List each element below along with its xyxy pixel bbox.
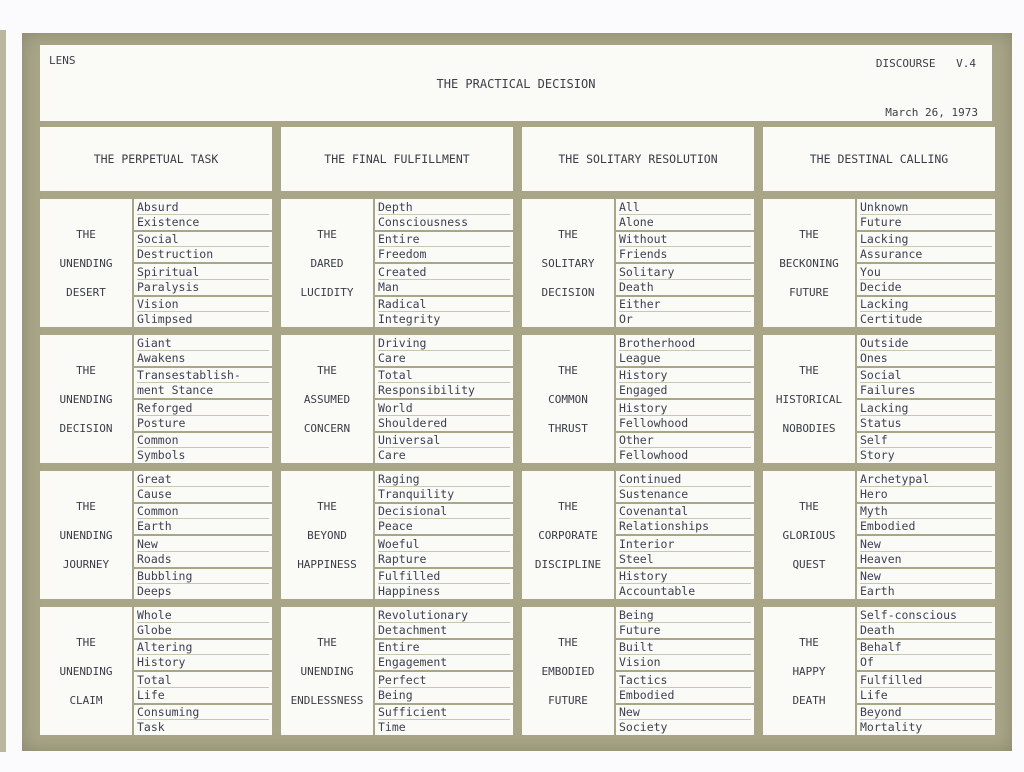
concept-block (40, 607, 272, 735)
list-item (134, 232, 272, 263)
list-item-line: Total (378, 368, 413, 383)
block-title-word: ENDLESSNESS (290, 693, 364, 707)
list-item-line: You (860, 264, 881, 279)
list-item-line: Friends (619, 246, 751, 261)
list-item-line: Brotherhood (619, 335, 696, 350)
list-item (375, 297, 513, 328)
list-item-line: Solitary (619, 264, 675, 279)
block-title-word: UNENDING (59, 528, 113, 542)
list-item (134, 335, 272, 366)
item-list (616, 199, 754, 327)
list-item (375, 368, 513, 399)
item-list (375, 199, 513, 327)
list-item (616, 607, 754, 638)
list-item (375, 705, 513, 736)
list-item (134, 569, 272, 600)
block-title (281, 335, 373, 463)
list-item-line: Care (378, 350, 510, 365)
list-item (375, 569, 513, 600)
block-title (763, 607, 855, 735)
block-title-word: UNENDING (59, 256, 113, 270)
list-item-line: Destruction (137, 246, 269, 261)
discourse-label: DISCOURSE V.4 (875, 57, 976, 70)
block-title (522, 607, 614, 735)
list-item-line: Fellowhood (619, 447, 751, 462)
block-title (40, 471, 132, 599)
block-title-word: CLAIM (69, 693, 103, 707)
block-title (522, 471, 614, 599)
list-item-line: Spiritual (137, 264, 200, 279)
list-item-line: Existence (137, 214, 269, 229)
block-title-word: UNENDING (59, 664, 113, 678)
list-item-line: Time (378, 719, 510, 734)
list-item (375, 335, 513, 366)
document-date: March 26, 1973 (885, 106, 978, 119)
list-item (375, 471, 513, 502)
list-item-line: Common (137, 433, 179, 448)
item-list (857, 607, 995, 735)
block-title (40, 335, 132, 463)
list-item-line: Rapture (378, 551, 510, 566)
item-list (616, 335, 754, 463)
block-title (281, 607, 373, 735)
lens-label: LENS (49, 54, 76, 67)
block-title-word: BECKONING (779, 256, 839, 270)
list-item-line: Life (137, 687, 269, 702)
list-item-line: Covenantal (619, 504, 689, 519)
list-item-line: Vision (137, 297, 179, 312)
list-item-line: Society (619, 719, 751, 734)
list-item-line: New (137, 536, 158, 551)
list-item-line: Beyond (860, 705, 902, 720)
list-item (616, 433, 754, 464)
list-item-line: Unknown (860, 199, 909, 214)
list-item-line: Mortality (860, 719, 992, 734)
list-item-line: Relationships (619, 518, 751, 533)
document-header (40, 45, 992, 121)
list-item (134, 471, 272, 502)
list-item-line: Earth (137, 518, 269, 533)
list-item-line: Whole (137, 607, 172, 622)
column-heading: THE DESTINAL CALLING (763, 127, 995, 191)
block-title (522, 335, 614, 463)
block-title-word: LUCIDITY (300, 285, 354, 299)
block-title-word: QUEST (792, 557, 826, 571)
list-item-line: Tactics (619, 672, 668, 687)
concept-block (281, 471, 513, 599)
list-item-line: Or (619, 311, 751, 326)
list-item-line: Driving (378, 335, 427, 350)
list-item-line: Self-conscious (860, 607, 957, 622)
list-item-line: Future (860, 214, 992, 229)
list-item-line: Globe (137, 622, 269, 637)
list-item (857, 199, 995, 230)
list-item-line: New (860, 569, 881, 584)
adjacent-page-edge (0, 30, 6, 752)
list-item (616, 264, 754, 295)
list-item-line: Self (860, 433, 888, 448)
list-item (134, 640, 272, 671)
block-title-word: JOURNEY (62, 557, 110, 571)
block-title-word: UNENDING (59, 392, 113, 406)
list-item-line: Built (619, 640, 654, 655)
list-item-line: Entire (378, 232, 420, 247)
list-item (616, 400, 754, 431)
list-item (375, 672, 513, 703)
block-title (522, 199, 614, 327)
page-title: THE PRACTICAL DECISION (436, 77, 596, 91)
item-list (857, 199, 995, 327)
block-title-word: EMBODIED (541, 664, 595, 678)
block-title (40, 199, 132, 327)
concept-block (281, 335, 513, 463)
list-item-line: Radical (378, 297, 427, 312)
list-item-line: Revolutionary (378, 607, 469, 622)
list-item-line: Without (619, 232, 668, 247)
block-title (763, 199, 855, 327)
list-item-line: Heaven (860, 551, 992, 566)
list-item-line: Bubbling (137, 569, 193, 584)
list-item-line: Total (137, 672, 172, 687)
list-item-line: Steel (619, 551, 751, 566)
list-item (134, 264, 272, 295)
list-item-line: Sufficient (378, 705, 448, 720)
list-item-line: Lacking (860, 400, 909, 415)
list-item-line: Woeful (378, 536, 420, 551)
list-item-line: History (619, 569, 668, 584)
concept-block (281, 607, 513, 735)
block-title (763, 335, 855, 463)
list-item-line: Fulfilled (860, 672, 923, 687)
block-title-word: FUTURE (548, 693, 588, 707)
list-item-line: Status (860, 415, 992, 430)
list-item-line: Altering (137, 640, 193, 655)
list-item-line: Being (378, 687, 510, 702)
item-list (375, 335, 513, 463)
block-title-word: FUTURE (789, 285, 829, 299)
list-item-line: Story (860, 447, 992, 462)
item-list (134, 335, 272, 463)
list-item (616, 640, 754, 671)
list-item-line: New (619, 705, 640, 720)
list-item (616, 335, 754, 366)
block-title-word: THE (76, 227, 96, 241)
block-title (281, 471, 373, 599)
list-item (134, 297, 272, 328)
list-item-line: Decide (860, 279, 992, 294)
list-item (375, 536, 513, 567)
block-title-word: NOBODIES (782, 421, 836, 435)
list-item-line: World (378, 400, 413, 415)
list-item-line: Symbols (137, 447, 269, 462)
list-item (375, 232, 513, 263)
list-item (616, 471, 754, 502)
column-heading: THE PERPETUAL TASK (40, 127, 272, 191)
list-item-line: Engagement (378, 654, 510, 669)
block-title-word: THE (799, 363, 819, 377)
list-item (134, 607, 272, 638)
item-list (375, 607, 513, 735)
block-title-word: CONCERN (303, 421, 351, 435)
list-item-line: Entire (378, 640, 420, 655)
list-item (857, 672, 995, 703)
list-item-line: Absurd (137, 199, 179, 214)
list-item-line: Consuming (137, 705, 200, 720)
list-item (857, 368, 995, 399)
list-item (616, 504, 754, 535)
list-item-line: Perfect (378, 672, 427, 687)
list-item (134, 199, 272, 230)
item-list (134, 607, 272, 735)
list-item (375, 640, 513, 671)
block-title-word: THE (558, 227, 578, 241)
list-item-line: Transestablish- (137, 368, 241, 383)
list-item-line: Created (378, 264, 427, 279)
block-title-word: THE (76, 499, 96, 513)
list-item-line: Being (619, 607, 654, 622)
list-item (616, 705, 754, 736)
list-item (616, 672, 754, 703)
item-list (134, 471, 272, 599)
list-item-line: Freedom (378, 246, 510, 261)
item-list (857, 471, 995, 599)
list-item (134, 400, 272, 431)
block-title-word: THE (799, 499, 819, 513)
block-title-word: THE (76, 363, 96, 377)
block-title (40, 607, 132, 735)
list-item (616, 569, 754, 600)
list-item-line: Reforged (137, 400, 193, 415)
list-item (857, 640, 995, 671)
list-item (857, 232, 995, 263)
block-title-word: THE (317, 635, 337, 649)
list-item (857, 335, 995, 366)
list-item-line: Failures (860, 382, 992, 397)
block-title-word: DISCIPLINE (534, 557, 602, 571)
list-item-line: Consciousness (378, 214, 510, 229)
block-title-word: DEATH (792, 693, 826, 707)
concept-block (522, 607, 754, 735)
block-title-word: THE (558, 499, 578, 513)
list-item-line: Social (860, 368, 902, 383)
list-item-line: Fellowhood (619, 415, 751, 430)
list-item-line: Detachment (378, 622, 510, 637)
list-item-line: Death (619, 279, 751, 294)
concept-block (522, 335, 754, 463)
list-item (134, 368, 272, 399)
list-item-line: Paralysis (137, 279, 269, 294)
list-item-line: Decisional (378, 504, 448, 519)
block-title-word: DECISION (59, 421, 113, 435)
list-item (375, 400, 513, 431)
item-list (616, 607, 754, 735)
list-item-line: Life (860, 687, 992, 702)
list-item-line: Raging (378, 471, 420, 486)
list-item-line: Lacking (860, 232, 909, 247)
block-title-word: UNENDING (300, 664, 354, 678)
concept-block (763, 607, 995, 735)
block-title-word: HISTORICAL (775, 392, 843, 406)
concept-block (763, 199, 995, 327)
list-item-line: Vision (619, 654, 751, 669)
list-item (857, 264, 995, 295)
list-item-line: Embodied (860, 518, 992, 533)
list-item-line: Archetypal (860, 471, 930, 486)
block-title-word: DECISION (541, 285, 595, 299)
item-list (375, 471, 513, 599)
block-title-word: BEYOND (307, 528, 347, 542)
list-item (375, 199, 513, 230)
list-item-line: Embodied (619, 687, 751, 702)
list-item-line: Cause (137, 486, 269, 501)
list-item-line: Lacking (860, 297, 909, 312)
list-item (857, 471, 995, 502)
list-item-line: Common (137, 504, 179, 519)
list-item-line: Tranquility (378, 486, 510, 501)
list-item-line: Great (137, 471, 172, 486)
list-item-line: Alone (619, 214, 751, 229)
block-title-word: THE (799, 227, 819, 241)
concept-block (763, 335, 995, 463)
list-item-line: Hero (860, 486, 992, 501)
concept-block (40, 471, 272, 599)
block-title-word: THE (76, 635, 96, 649)
list-item-line: Peace (378, 518, 510, 533)
block-title-word: GLORIOUS (782, 528, 836, 542)
block-title (281, 199, 373, 327)
list-item (857, 297, 995, 328)
concept-block (40, 335, 272, 463)
concept-block (40, 199, 272, 327)
block-title-word: DARED (310, 256, 344, 270)
list-item (616, 297, 754, 328)
document-sheet (22, 33, 1012, 751)
block-title-word: THE (799, 635, 819, 649)
block-title-word: THE (317, 363, 337, 377)
list-item-line: Earth (860, 583, 992, 598)
list-item-line: Fulfilled (378, 569, 441, 584)
list-item (134, 536, 272, 567)
list-item-line: Myth (860, 504, 888, 519)
list-item-line: Continued (619, 471, 682, 486)
list-item-line: New (860, 536, 881, 551)
list-item (616, 368, 754, 399)
list-item-line: Ones (860, 350, 992, 365)
list-item-line: League (619, 350, 751, 365)
list-item (857, 607, 995, 638)
list-item (375, 504, 513, 535)
block-title-word: CORPORATE (538, 528, 598, 542)
block-title-word: SOLITARY (541, 256, 595, 270)
list-item (616, 232, 754, 263)
list-item-line: Roads (137, 551, 269, 566)
list-item-line: Future (619, 622, 751, 637)
block-title-word: THE (558, 363, 578, 377)
list-item (134, 504, 272, 535)
list-item-line: Awakens (137, 350, 269, 365)
concept-block (763, 471, 995, 599)
concept-block (522, 199, 754, 327)
list-item-line: History (137, 654, 269, 669)
list-item-line: Happiness (378, 583, 510, 598)
list-item-line: Care (378, 447, 510, 462)
list-item-line: All (619, 199, 640, 214)
list-item (616, 536, 754, 567)
block-title-word: HAPPINESS (297, 557, 357, 571)
list-item-line: Interior (619, 536, 675, 551)
list-item (857, 705, 995, 736)
item-list (857, 335, 995, 463)
list-item-line: Sustenance (619, 486, 751, 501)
list-item-line: Responsibility (378, 382, 510, 397)
list-item-line: ment Stance (137, 382, 269, 397)
list-item (616, 199, 754, 230)
list-item-line: Task (137, 719, 269, 734)
concept-block (281, 199, 513, 327)
list-item (857, 536, 995, 567)
list-item-line: Assurance (860, 246, 992, 261)
list-item-line: Behalf (860, 640, 902, 655)
list-item (857, 400, 995, 431)
list-item-line: Man (378, 279, 510, 294)
block-title-word: THE (317, 499, 337, 513)
concept-block (522, 471, 754, 599)
list-item-line: Of (860, 654, 992, 669)
block-title-word: THRUST (548, 421, 588, 435)
block-title-word: DESERT (66, 285, 106, 299)
list-item-line: History (619, 400, 668, 415)
list-item-line: History (619, 368, 668, 383)
list-item-line: Shouldered (378, 415, 510, 430)
item-list (134, 199, 272, 327)
list-item-line: Giant (137, 335, 172, 350)
block-title (763, 471, 855, 599)
block-title-word: HAPPY (792, 664, 826, 678)
list-item-line: Engaged (619, 382, 751, 397)
column-heading: THE SOLITARY RESOLUTION (522, 127, 754, 191)
list-item (375, 433, 513, 464)
list-item-line: Outside (860, 335, 909, 350)
list-item (857, 569, 995, 600)
list-item-line: Certitude (860, 311, 992, 326)
list-item (134, 672, 272, 703)
list-item (857, 504, 995, 535)
list-item (857, 433, 995, 464)
list-item-line: Deeps (137, 583, 269, 598)
list-item-line: Death (860, 622, 992, 637)
block-title-word: THE (317, 227, 337, 241)
list-item-line: Social (137, 232, 179, 247)
block-title-word: THE (558, 635, 578, 649)
list-item (134, 433, 272, 464)
list-item-line: Integrity (378, 311, 510, 326)
list-item-line: Universal (378, 433, 441, 448)
list-item-line: Other (619, 433, 654, 448)
list-item-line: Accountable (619, 583, 751, 598)
item-list (616, 471, 754, 599)
column-heading: THE FINAL FULFILLMENT (281, 127, 513, 191)
block-title-word: ASSUMED (303, 392, 351, 406)
list-item-line: Glimpsed (137, 311, 269, 326)
list-item-line: Posture (137, 415, 269, 430)
block-title-word: COMMON (548, 392, 588, 406)
list-item (375, 264, 513, 295)
list-item (134, 705, 272, 736)
list-item-line: Depth (378, 199, 413, 214)
list-item-line: Either (619, 297, 661, 312)
list-item (375, 607, 513, 638)
